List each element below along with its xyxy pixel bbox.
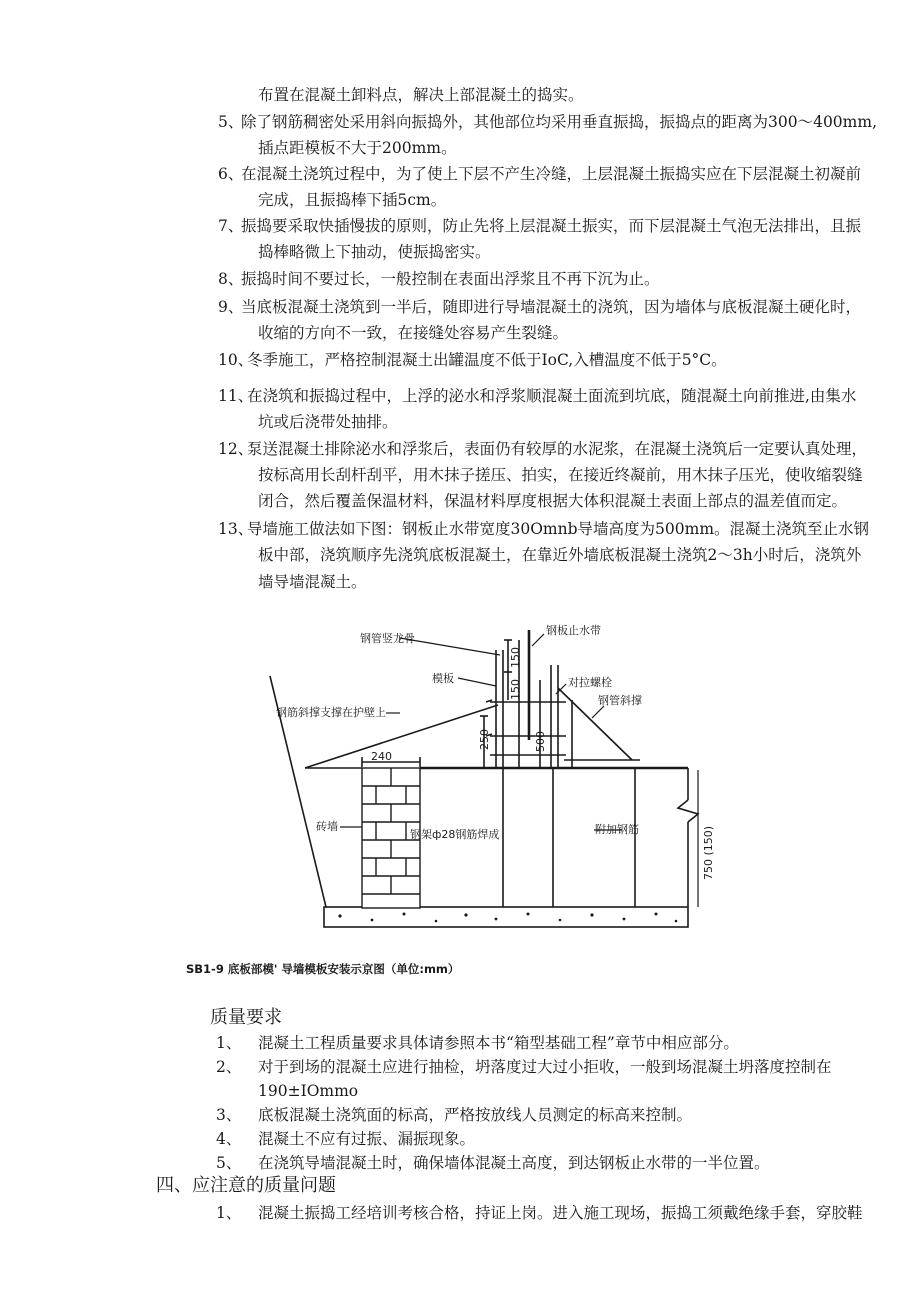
dim-250: 250 — [478, 729, 491, 750]
step-text: 导墙施工做法如下图：钢板止水带宽度30Omnb导墙高度为500mm。混凝土浇筑至止水钢 — [247, 520, 870, 538]
quality-item-number: 3、 — [216, 1106, 242, 1124]
step-number: 10、 — [218, 351, 254, 369]
step-text: 插点距模板不大于200mm。 — [258, 139, 457, 157]
step-text: 墙导墙混凝土。 — [258, 573, 367, 591]
figure-caption: SB1-9 底板部模' 导墙模板安装示京图（单位:mm） — [186, 962, 460, 976]
quality-item-number: 4、 — [216, 1130, 242, 1148]
step-text: 在混凝土浇筑过程中，为了使上下层不产生冷缝，上层混凝土振捣实应在下层混凝土初凝前 — [241, 165, 862, 183]
step-text: 在浇筑和振捣过程中，上浮的泌水和浮浆顺混凝土面流到坑底，随混凝土向前推进,由集水 — [247, 387, 857, 405]
quality-item-number: 2、 — [216, 1058, 242, 1076]
quality-item-text: 混凝土不应有过振、漏振现象。 — [258, 1130, 476, 1148]
step-number: 13、 — [218, 520, 254, 538]
quality-item-text: 在浇筑导墙混凝土时，确保墙体混凝土高度，到达钢板止水带的一半位置。 — [258, 1154, 770, 1172]
step-continuation: 布置在混凝土卸料点，解决上部混凝土的捣实。 — [258, 86, 584, 104]
step-text: 泵送混凝土排除泌水和浮浆后，表面仍有较厚的水泥浆，在混凝土浇筑后一定要认真处理， — [247, 440, 868, 458]
label-rebar-brace: 钢筋斜撑支撑在护壁上 — [276, 706, 386, 719]
step-number: 9、 — [218, 298, 244, 316]
step-number: 12、 — [218, 440, 254, 458]
step-number: 7、 — [218, 217, 244, 235]
quality-item-text: 底板混凝土浇筑面的标高，严格按放线人员测定的标高来控制。 — [258, 1106, 693, 1124]
step-text: 冬季施工，严格控制混凝土出罐温度不低于IoC,入槽温度不低于5°C。 — [247, 351, 727, 369]
step-number: 6、 — [218, 165, 244, 183]
label-tie-bolt: 对拉螺栓 — [568, 676, 612, 689]
dim-150: 150 — [509, 647, 522, 668]
section-4-item-number: 1、 — [216, 1204, 242, 1222]
section-4-heading: 四、应注意的质量问题 — [156, 1175, 336, 1196]
label-pipe-brace: 钢管斜撑 — [598, 694, 642, 707]
dim-750: 750 (150) — [702, 825, 715, 880]
step-text: 捣棒略微上下抽动，使振捣密实。 — [258, 243, 491, 261]
step-number: 11、 — [218, 387, 254, 405]
label-steel-frame: 钢架ф28钢筋焊成 — [410, 828, 500, 841]
step-text: 除了钢筋稠密处采用斜向振捣外，其他部位均采用垂直振捣，振捣点的距离为300～400mm, — [241, 113, 877, 131]
step-text: 按标高用长刮杆刮平，用木抹子搓压、拍实，在接近终凝前，用木抹子压光，使收缩裂缝 — [258, 466, 863, 484]
step-text: 收缩的方向不一致，在接缝处容易产生裂缝。 — [258, 324, 569, 342]
step-text: 振捣要采取快插慢拔的原则，防止先将上层混凝土振实，而下层混凝土气泡无法排出，且振 — [241, 217, 862, 235]
label-additional-rebar: 附加钢筋 — [595, 823, 639, 836]
quality-heading: 质量要求 — [210, 1007, 282, 1028]
step-text: 闭合，然后覆盖保温材料，保温材料厚度根据大体积混凝土表面上部点的温差值而定。 — [258, 492, 848, 510]
step-number: 8、 — [218, 270, 244, 288]
quality-item-text: 混凝土工程质量要求具体请参照本书“箱型基础工程”章节中相应部分。 — [258, 1034, 739, 1052]
label-brick-wall: 砖墙 — [316, 820, 338, 833]
label-formwork: 模板 — [432, 672, 454, 685]
dim-150-lower: 150 — [509, 679, 522, 700]
quality-item-text-cont: 190±IOmmo — [258, 1082, 359, 1100]
step-text: 坑或后浇带处抽排。 — [258, 413, 398, 431]
quality-item-number: 5、 — [216, 1154, 242, 1172]
step-text: 振捣时间不要过长，一般控制在表面出浮浆且不再下沉为止。 — [241, 270, 660, 288]
dim-500: 500 — [534, 731, 547, 752]
dim-240: 240 — [371, 750, 392, 763]
quality-item-text: 对于到场的混凝土应进行抽检，坍落度过大过小拒收，一般到场混凝土坍落度控制在 — [258, 1058, 832, 1076]
label-steel-waterstop: 钢板止水带 — [546, 624, 601, 637]
step-text: 板中部，浇筑顺序先浇筑底板混凝土，在靠近外墙底板混凝土浇筑2～3h小时后，浇筑外 — [258, 546, 862, 564]
step-text: 当底板混凝土浇筑到一半后，随即进行导墙混凝土的浇筑，因为墙体与底板混凝土硬化时， — [241, 298, 862, 316]
label-pipe-vertical: 钢管竖龙骨 — [360, 632, 415, 645]
step-number: 5、 — [218, 113, 244, 131]
slab-concrete-texture — [338, 913, 677, 923]
step-text: 完成，且振捣棒下插5cm。 — [258, 191, 447, 209]
section-4-item-text: 混凝土振捣工经培训考核合格，持证上岗。进入施工现场，振捣工须戴绝缘手套，穿胶鞋 — [258, 1204, 863, 1222]
quality-item-number: 1、 — [216, 1034, 242, 1052]
base-slab — [324, 907, 688, 927]
